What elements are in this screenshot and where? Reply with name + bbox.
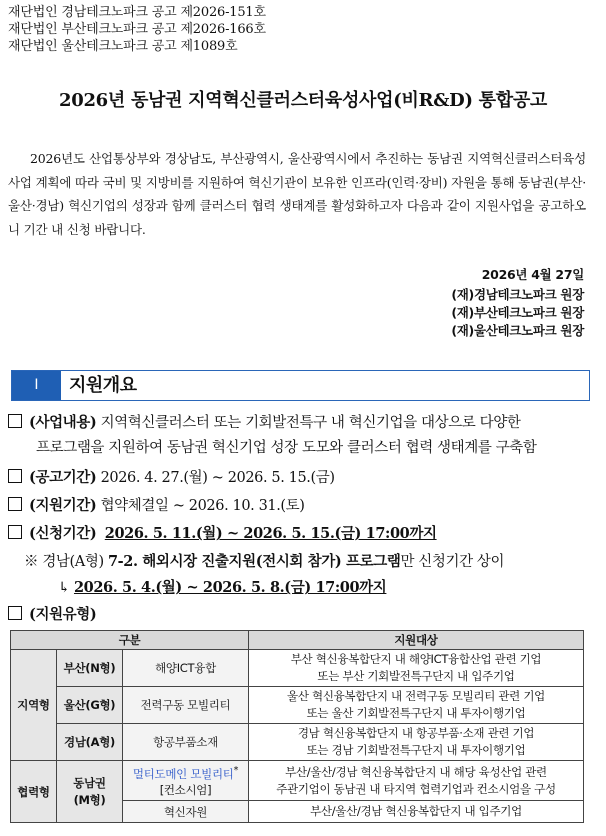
item-apply-period xyxy=(8,522,437,543)
program-cell xyxy=(123,761,249,801)
regional-type-label: 지역형 xyxy=(11,650,57,761)
section-title: 지원개요 xyxy=(69,375,137,396)
target-line: 주관기업이 동남권 내 타지역 협력기업과 컨소시엄을 구성 xyxy=(276,781,556,796)
program-cell: 항공부품소재 xyxy=(123,724,249,761)
notice-number-ulsan: 재단법인 울산테크노파크 공고 제1089호 xyxy=(8,39,238,54)
checkbox-square-icon xyxy=(8,606,22,620)
header-target: 지원대상 xyxy=(249,631,584,650)
target-line: 부산 혁신융복합단지 내 해양ICT융합산업 관련 기업 xyxy=(290,652,542,666)
section-underline xyxy=(61,400,590,401)
item-support-period xyxy=(8,494,305,515)
region-cell: 부산(N형) xyxy=(57,650,123,687)
program-name: 멀티도메인 모빌리티 xyxy=(132,766,234,781)
region-cell: 동남권 (M형) xyxy=(57,761,123,823)
item-label: (신청기간) xyxy=(29,525,97,542)
table-header-row xyxy=(11,631,584,650)
cooperative-type-label: 협력형 xyxy=(11,761,57,823)
table-row xyxy=(11,724,584,761)
program-cell: 해양ICT융합 xyxy=(123,650,249,687)
checkbox-square-icon xyxy=(8,525,22,539)
intro-text: 2026년도 산업통상부와 경상남도, 부산광역시, 울산광역시에서 추진하는 동남권 지역혁신클러스터육성사업 계획에 따라 국비 및 지방비를 지원하여 혁신기관이 보유한 인프라(인력·장비) 자원을 통해 동남권(부산·울산·경남) 혁신기업의 성장과 함께 클러스터 협력 생태계를 활성화하고자 다음과 같이 지원사업을 공고하오니 기간 내 신청 바랍니다. xyxy=(8,151,586,237)
target-cell xyxy=(249,761,584,801)
apply-period-note xyxy=(24,550,504,571)
target-cell: 부산/울산/경남 혁신융복합단지 내 입주기업 xyxy=(249,801,584,823)
table-row xyxy=(11,761,584,801)
signer-gyeongnam: (재)경남테크노파크 원장 xyxy=(451,287,584,302)
item-value: 2026. 5. 11.(월) ~ 2026. 5. 15.(금) 17:00까지 xyxy=(104,525,437,542)
target-line: 또는 경남 기회발전특구단지 내 투자이행기업 xyxy=(306,743,526,757)
apply-period-note-dates xyxy=(58,576,386,597)
target-cell xyxy=(249,650,584,687)
note-prefix: 경남(A형) xyxy=(42,554,104,570)
intro-paragraph xyxy=(8,147,586,241)
checkbox-square-icon xyxy=(8,414,22,428)
notice-number-busan: 재단법인 부산테크노파크 공고 제2026-166호 xyxy=(8,22,266,37)
arrow-return-icon: ↳ xyxy=(58,580,70,596)
item-business-content xyxy=(8,411,520,432)
program-cell: 혁신자원 xyxy=(123,801,249,823)
checkbox-square-icon xyxy=(8,469,22,483)
target-line: 또는 부산 기회발전특구단지 내 입주기업 xyxy=(317,669,515,683)
item-value: 2026. 4. 27.(월) ~ 2026. 5. 15.(금) xyxy=(100,470,335,486)
item-notice-period xyxy=(8,466,335,487)
note-suffix: 만 신청기간 상이 xyxy=(400,554,505,570)
target-line: 부산/울산/경남 혁신융복합단지 내 해당 육성산업 관련 xyxy=(285,764,547,779)
target-cell xyxy=(249,687,584,724)
item-support-type xyxy=(8,603,96,624)
target-line: 또는 울산 기회발전특구단지 내 투자이행기업 xyxy=(306,706,526,720)
item-label: (지원유형) xyxy=(29,606,97,623)
table-row xyxy=(11,687,584,724)
announcement-date: 2026년 4월 27일 xyxy=(481,267,584,282)
header-category: 구분 xyxy=(11,631,249,650)
section-number: Ⅰ xyxy=(12,371,61,400)
note-mark: ※ xyxy=(24,554,39,570)
target-line: 울산 혁신융복합단지 내 전력구동 모빌리티 관련 기업 xyxy=(287,689,545,703)
signer-busan: (재)부산테크노파크 원장 xyxy=(451,305,584,320)
program-cell: 전력구동 모빌리티 xyxy=(123,687,249,724)
table-row xyxy=(11,650,584,687)
support-type-table xyxy=(10,630,584,823)
item-value: 협약체결일 ~ 2026. 10. 31.(토) xyxy=(100,498,305,514)
signer-ulsan: (재)울산테크노파크 원장 xyxy=(451,323,584,338)
section-header xyxy=(11,370,590,401)
footnote-mark: * xyxy=(233,764,239,776)
notice-number-gyeongnam: 재단법인 경남테크노파크 공고 제2026-151호 xyxy=(8,5,266,20)
checkbox-square-icon xyxy=(8,497,22,511)
target-line: 경남 혁신융복합단지 내 항공부품·소재 관련 기업 xyxy=(297,726,535,740)
region-cell: 울산(G형) xyxy=(57,687,123,724)
item-label: (사업내용) xyxy=(29,414,97,431)
target-cell xyxy=(249,724,584,761)
region-cell: 경남(A형) xyxy=(57,724,123,761)
item-text: 지역혁신클러스터 또는 기회발전특구 내 혁신기업을 대상으로 다양한 xyxy=(100,415,521,431)
item-label: (지원기간) xyxy=(29,497,97,514)
note-period: 2026. 5. 4.(월) ~ 2026. 5. 8.(금) 17:00까지 xyxy=(73,579,387,596)
item-label: (공고기간) xyxy=(29,469,97,486)
program-consortium: [컨소시엄] xyxy=(159,783,212,798)
note-program: 7-2. 해외시장 진출지원(전시회 참가) 프로그램 xyxy=(107,553,401,570)
item-business-content-cont: 프로그램을 지원하여 동남권 혁신기업 성장 도모와 클러스터 협력 생태계를 구축함 xyxy=(36,440,537,456)
document-title: 2026년 동남권 지역혁신클러스터육성사업(비R&D) 통합공고 xyxy=(59,90,547,111)
